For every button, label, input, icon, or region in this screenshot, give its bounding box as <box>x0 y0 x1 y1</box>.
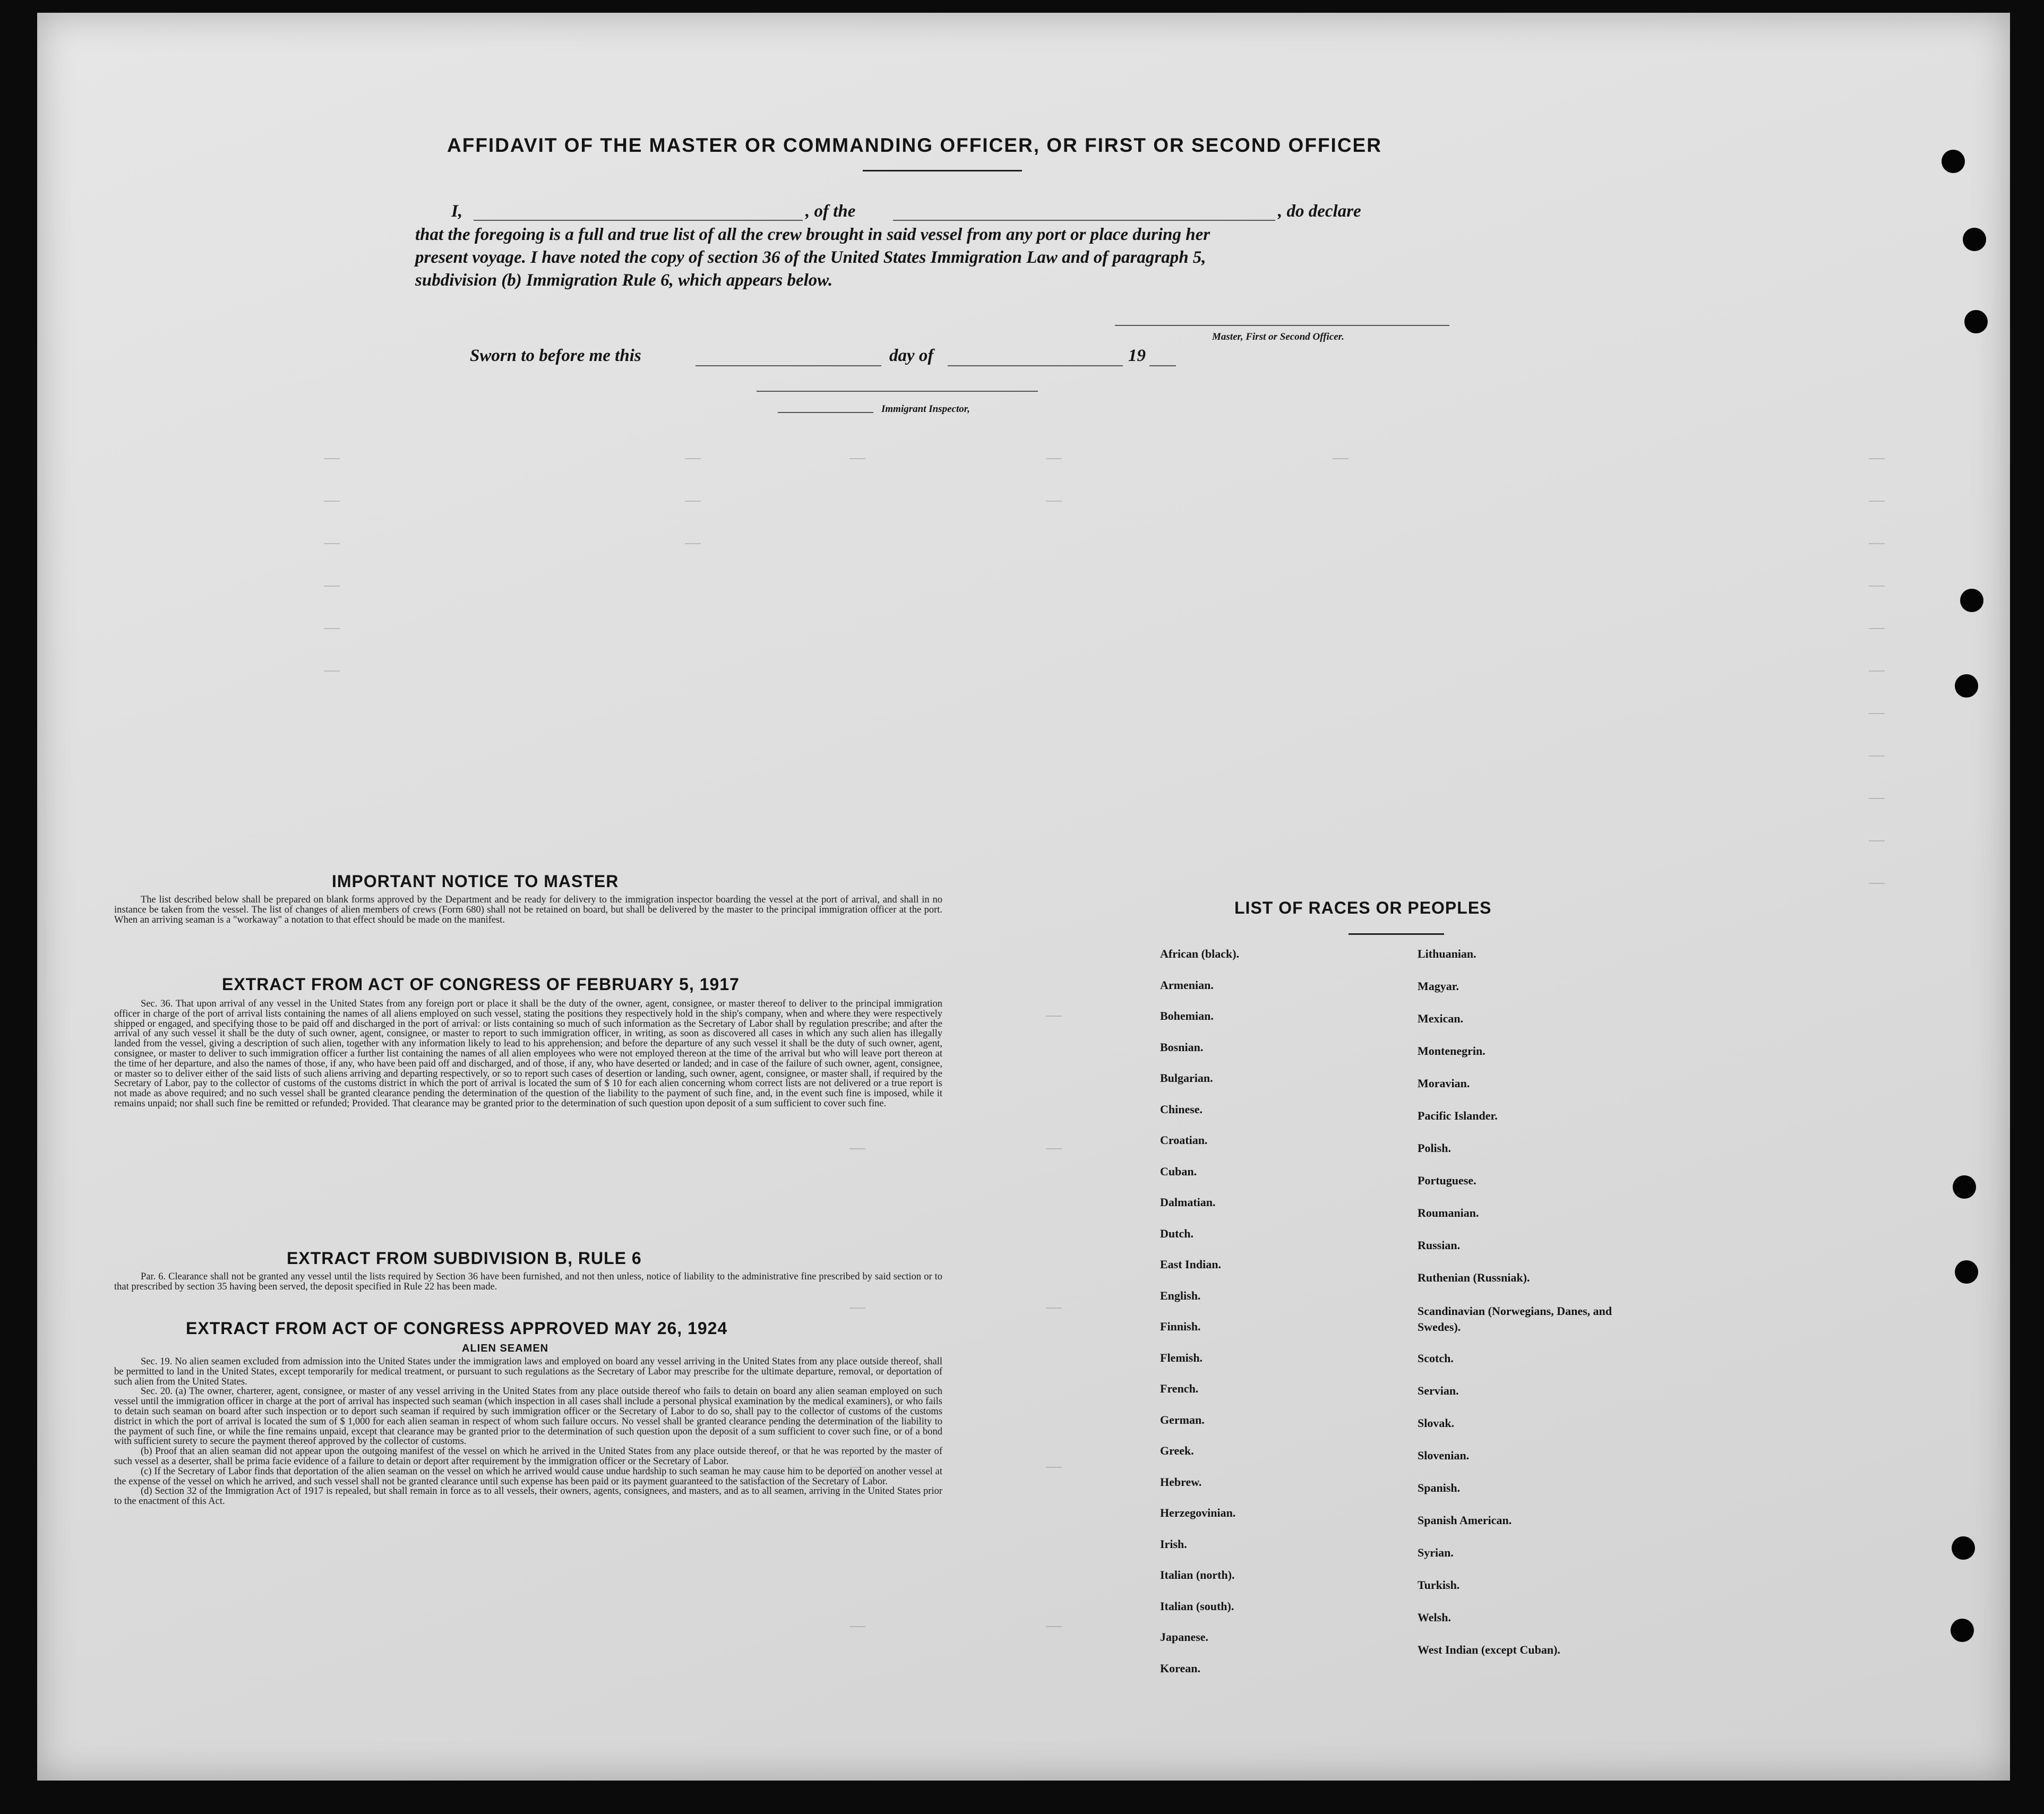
extract-1917-paragraph: Sec. 36. That upon arrival of any vessel in the United States from any foreign port or place it shall be the duty of the owner, agent, consignee, or master thereof to deliver to the principal immigration officer in charge of the port of arrival lists containing the names of all aliens employed on such vessel, stating the positions they respectively hold in the ship's company, when and where they were respectively shipped or engaged, and specifying those to be paid off and discharged in the port of arrival: or lists containing so much of such information as the Secretary of Labor shall by regulation prescribe; and after the arrival of any such vessel it shall be the duty of such owner, agent, consignee, or master to report to such immigration officer, in writing, as soon as discovered all cases in which any such alien has illegally landed from the vessel, giving a description of such alien, together with any information likely to lead to his apprehension; and before the departure of any such vessel it shall be the duty of such owner, agent, consignee, or master to deliver to such immigration officer a further list containing the names of all alien employees who were not employed thereon at the time of the arrival but who will leave port thereon at the time of her departure, and also the names of those, if any, who have been paid off and discharged, and of those, if any, who have deserted or landed; and in case of the failure of such owner, agent, consignee, or master so to deliver either of the said lists of such aliens arriving and departing respectively, or so to report such cases of desertion or landing, such owner, agent, consignee, or master shall, if required by the Secretary of Labor, pay to the collector of customs of the customs district in which the port of arrival is located the sum of $ 10 for each alien concerning whom correct lists are not delivered or a true report is not made as above required; and no such vessel shall be granted clearance pending the determination of the question of the liability to the payment of such fine, and, in the event such fine is imposed, while it remains unpaid; nor shall such fine be remitted or refunded; Provided. That clearance may be granted prior to the determination of such question upon deposit of a sum sufficient to cover such fine. <box>114 999 942 1109</box>
race-item-right: Scandinavian (Norwegians, Danes, and Swedes). <box>1418 1304 1612 1334</box>
race-item-left: Flemish. <box>1160 1351 1203 1364</box>
affidavit-line1-part2: , of the <box>805 202 856 221</box>
month-blank-line <box>948 365 1123 366</box>
notice-text <box>114 895 942 925</box>
race-item-left: Finnish. <box>1160 1320 1201 1333</box>
binder-hole <box>1963 228 1986 251</box>
race-item-left: Croatian. <box>1160 1133 1208 1147</box>
sec-20d-paragraph: (d) Section 32 of the Immigration Act of 1917 is repealed, but shall remain in force as to all vessels, their owners, agents, consignees, and masters, and as to all seamen, arriving in the United States prior to the enactment of this Act. <box>114 1486 942 1507</box>
race-item-right: West Indian (except Cuban). <box>1418 1643 1560 1656</box>
race-item-right: Montenegrin. <box>1418 1044 1485 1058</box>
race-item-right: Moravian. <box>1418 1077 1470 1090</box>
race-item-left: Dalmatian. <box>1160 1196 1216 1209</box>
race-item-right: Scotch. <box>1418 1351 1454 1365</box>
sec-20b-paragraph: (b) Proof that an alien seaman did not appear upon the outgoing manifest of the vessel on which he arrived in the United States from any place outside thereof, or that he was reported by the master of such vessel as a deserter, shall be prima facie evidence of a failure to detain or deport after requirement by the immigration officer or the Secretary of Labor. <box>114 1446 942 1467</box>
notice-title: IMPORTANT NOTICE TO MASTER <box>332 872 619 891</box>
sec-20a-paragraph: Sec. 20. (a) The owner, charterer, agent, consignee, or master of any vessel arriving in the United States from any place outside thereof who fails to detain on board any alien seaman employed on such vessel until the immigration officer in charge at the port of arrival has inspected such seaman (which inspection in all cases shall include a personal physical examination by the medical examiners), or who fails to detain such seaman on board after such inspection or to deport such seaman if required by such immigration officer or the Secretary of Labor to do so, shall pay to the collector of customs of the customs district in which the port of arrival is located the sum of $ 1,000 for each alien seaman in respect of whom such failure occurs. No vessel shall be granted clearance pending the determination of the liability to the payment of such fine, or while the fine remains unpaid, except that clearance may be granted prior to the determination of such question upon the deposit of a sum sufficient to cover such fine, or of a bond with sufficient surety to secure the payment thereof approved by the collector of customs. <box>114 1386 942 1447</box>
race-item-left: Dutch. <box>1160 1226 1193 1240</box>
extract-1924-text <box>114 1357 942 1507</box>
race-item-left: Japanese. <box>1160 1630 1209 1644</box>
race-item-right: Turkish. <box>1418 1578 1460 1592</box>
master-signature-line <box>1115 325 1449 326</box>
binder-hole <box>1955 1260 1978 1284</box>
day-blank-line <box>695 365 881 366</box>
race-item-left: Armenian. <box>1160 978 1214 992</box>
race-item-right: Servian. <box>1418 1383 1459 1397</box>
rule-6-text <box>114 1272 942 1292</box>
race-item-left: Herzegovinian. <box>1160 1506 1236 1519</box>
race-item-right: Russian. <box>1418 1239 1461 1252</box>
races-title-rule <box>1349 933 1444 935</box>
affidavit-title: AFFIDAVIT OF THE MASTER OR COMMANDING OFFICER, OR FIRST OR SECOND OFFICER <box>447 134 1382 156</box>
year-blank-line <box>1149 365 1176 366</box>
extract-1924-title: EXTRACT FROM ACT OF CONGRESS APPROVED MAY 26, 1924 <box>186 1319 728 1338</box>
race-item-right: Spanish. <box>1418 1481 1461 1494</box>
race-item-right: Mexican. <box>1418 1012 1464 1025</box>
binder-hole <box>1951 1619 1974 1642</box>
rule-6-title: EXTRACT FROM SUBDIVISION B, RULE 6 <box>287 1249 642 1268</box>
master-signature-caption: Master, First or Second Officer. <box>1212 331 1344 342</box>
race-item-left: Greek. <box>1160 1444 1194 1457</box>
notice-paragraph: The list described below shall be prepared on blank forms approved by the Department and be ready for delivery to the immigration inspector boarding the vessel at the port of arrival, and shall in no instance be taken from the vessel. The list of changes of alien members of crews (Form 680) shall not be retained on board, but shall be delivered by the master to the principal immigration officer at the port. When an arriving seaman is a "workaway" a notation to that effect should be made on the manifest. <box>114 895 942 925</box>
race-item-left: East Indian. <box>1160 1258 1221 1271</box>
race-item-right: Magyar. <box>1418 979 1459 993</box>
binder-hole <box>1964 310 1988 333</box>
race-item-left: Bulgarian. <box>1160 1071 1213 1085</box>
inspector-signature-line <box>757 391 1038 392</box>
affidavit-line1-part3: , do declare <box>1278 202 1361 221</box>
race-item-left: Italian (south). <box>1160 1599 1234 1613</box>
rule-6-paragraph: Par. 6. Clearance shall not be granted any vessel until the lists required by Section 36 have been furnished, and not then unless, notice of liability to the administrative fine prescribed by said section or to that prescribed by section 35 having been served, the deposit specified in Rule 22 has been made. <box>114 1271 942 1292</box>
sworn-part3: 19 <box>1128 346 1146 365</box>
race-item-left: Irish. <box>1160 1537 1187 1551</box>
race-item-left: Italian (north). <box>1160 1568 1235 1581</box>
race-item-right: Roumanian. <box>1418 1206 1479 1219</box>
sworn-line <box>470 346 1213 367</box>
extract-1924-subtitle: ALIEN SEAMEN <box>462 1343 549 1354</box>
race-item-right: Pacific Islander. <box>1418 1109 1498 1122</box>
inspector-short-line <box>778 412 873 413</box>
inspector-caption: Immigrant Inspector, <box>881 403 970 415</box>
race-item-right: Polish. <box>1418 1141 1451 1155</box>
extract-1917-title: EXTRACT FROM ACT OF CONGRESS OF FEBRUARY 5, 1917 <box>222 975 740 994</box>
race-item-left: Korean. <box>1160 1661 1200 1675</box>
race-item-left: English. <box>1160 1288 1201 1302</box>
race-item-left: Cuban. <box>1160 1164 1197 1178</box>
binder-hole <box>1942 150 1965 173</box>
sworn-part1: Sworn to before me this <box>470 346 641 365</box>
races-title: LIST OF RACES OR PEOPLES <box>1234 898 1492 917</box>
extract-1917-text <box>114 999 942 1109</box>
race-item-right: Ruthenian (Russniak). <box>1418 1271 1530 1284</box>
race-item-right: Lithuanian. <box>1418 947 1476 960</box>
affidavit-line-4: subdivision (b) Immigration Rule 6, which appears below. <box>415 271 833 290</box>
race-item-right: Welsh. <box>1418 1610 1451 1624</box>
race-item-left: Bohemian. <box>1160 1009 1214 1022</box>
race-item-left: German. <box>1160 1413 1205 1426</box>
sec-20c-paragraph: (c) If the Secretary of Labor finds that deportation of the alien seaman on the vessel on which he arrived would cause undue hardship to such seaman he may cause him to be deported on another vessel at the expense of the vessel on which he arrived, and such vessel shall not be granted clearance until such expense has been paid or its payment guaranteed to the satisfaction of the Secretary of Labor. <box>114 1466 942 1487</box>
race-item-left: Chinese. <box>1160 1102 1203 1116</box>
affidavit-title-rule <box>863 170 1022 171</box>
race-item-left: Hebrew. <box>1160 1475 1202 1489</box>
race-item-right: Slovenian. <box>1418 1448 1470 1462</box>
binder-hole <box>1955 674 1978 698</box>
sworn-part2: day of <box>889 346 934 365</box>
race-item-right: Slovak. <box>1418 1416 1455 1430</box>
affidavit-line-3: present voyage. I have noted the copy of section 36 of the United States Immigration Law and of paragraph 5, <box>415 248 1206 267</box>
affidavit-line1-part1: I, <box>451 202 463 221</box>
race-item-right: Spanish American. <box>1418 1513 1512 1527</box>
race-item-left: French. <box>1160 1382 1199 1395</box>
vessel-blank-line <box>893 220 1275 221</box>
sec-19-paragraph: Sec. 19. No alien seamen excluded from admission into the United States under the immigration laws and employed on board any vessel arriving in the United States from any place outside thereof, shall be permitted to land in the United States, except temporarily for medical treatment, or pursuant to such regulations as the Secretary of Labor may prescribe for the ultimate departure, removal, or deportation of such alien from the United States. <box>114 1356 942 1387</box>
affidavit-line-2: that the foregoing is a full and true list of all the crew brought in said vessel from any port or place during her <box>415 225 1210 244</box>
binder-hole <box>1952 1536 1975 1560</box>
race-item-right: Syrian. <box>1418 1545 1454 1559</box>
binder-hole <box>1960 589 1983 612</box>
race-item-left: Bosnian. <box>1160 1040 1204 1054</box>
document-page <box>37 13 2010 1781</box>
race-item-right: Portuguese. <box>1418 1174 1476 1187</box>
binder-hole <box>1953 1175 1976 1199</box>
name-blank-line <box>474 220 803 221</box>
race-item-left: African (black). <box>1160 947 1240 960</box>
